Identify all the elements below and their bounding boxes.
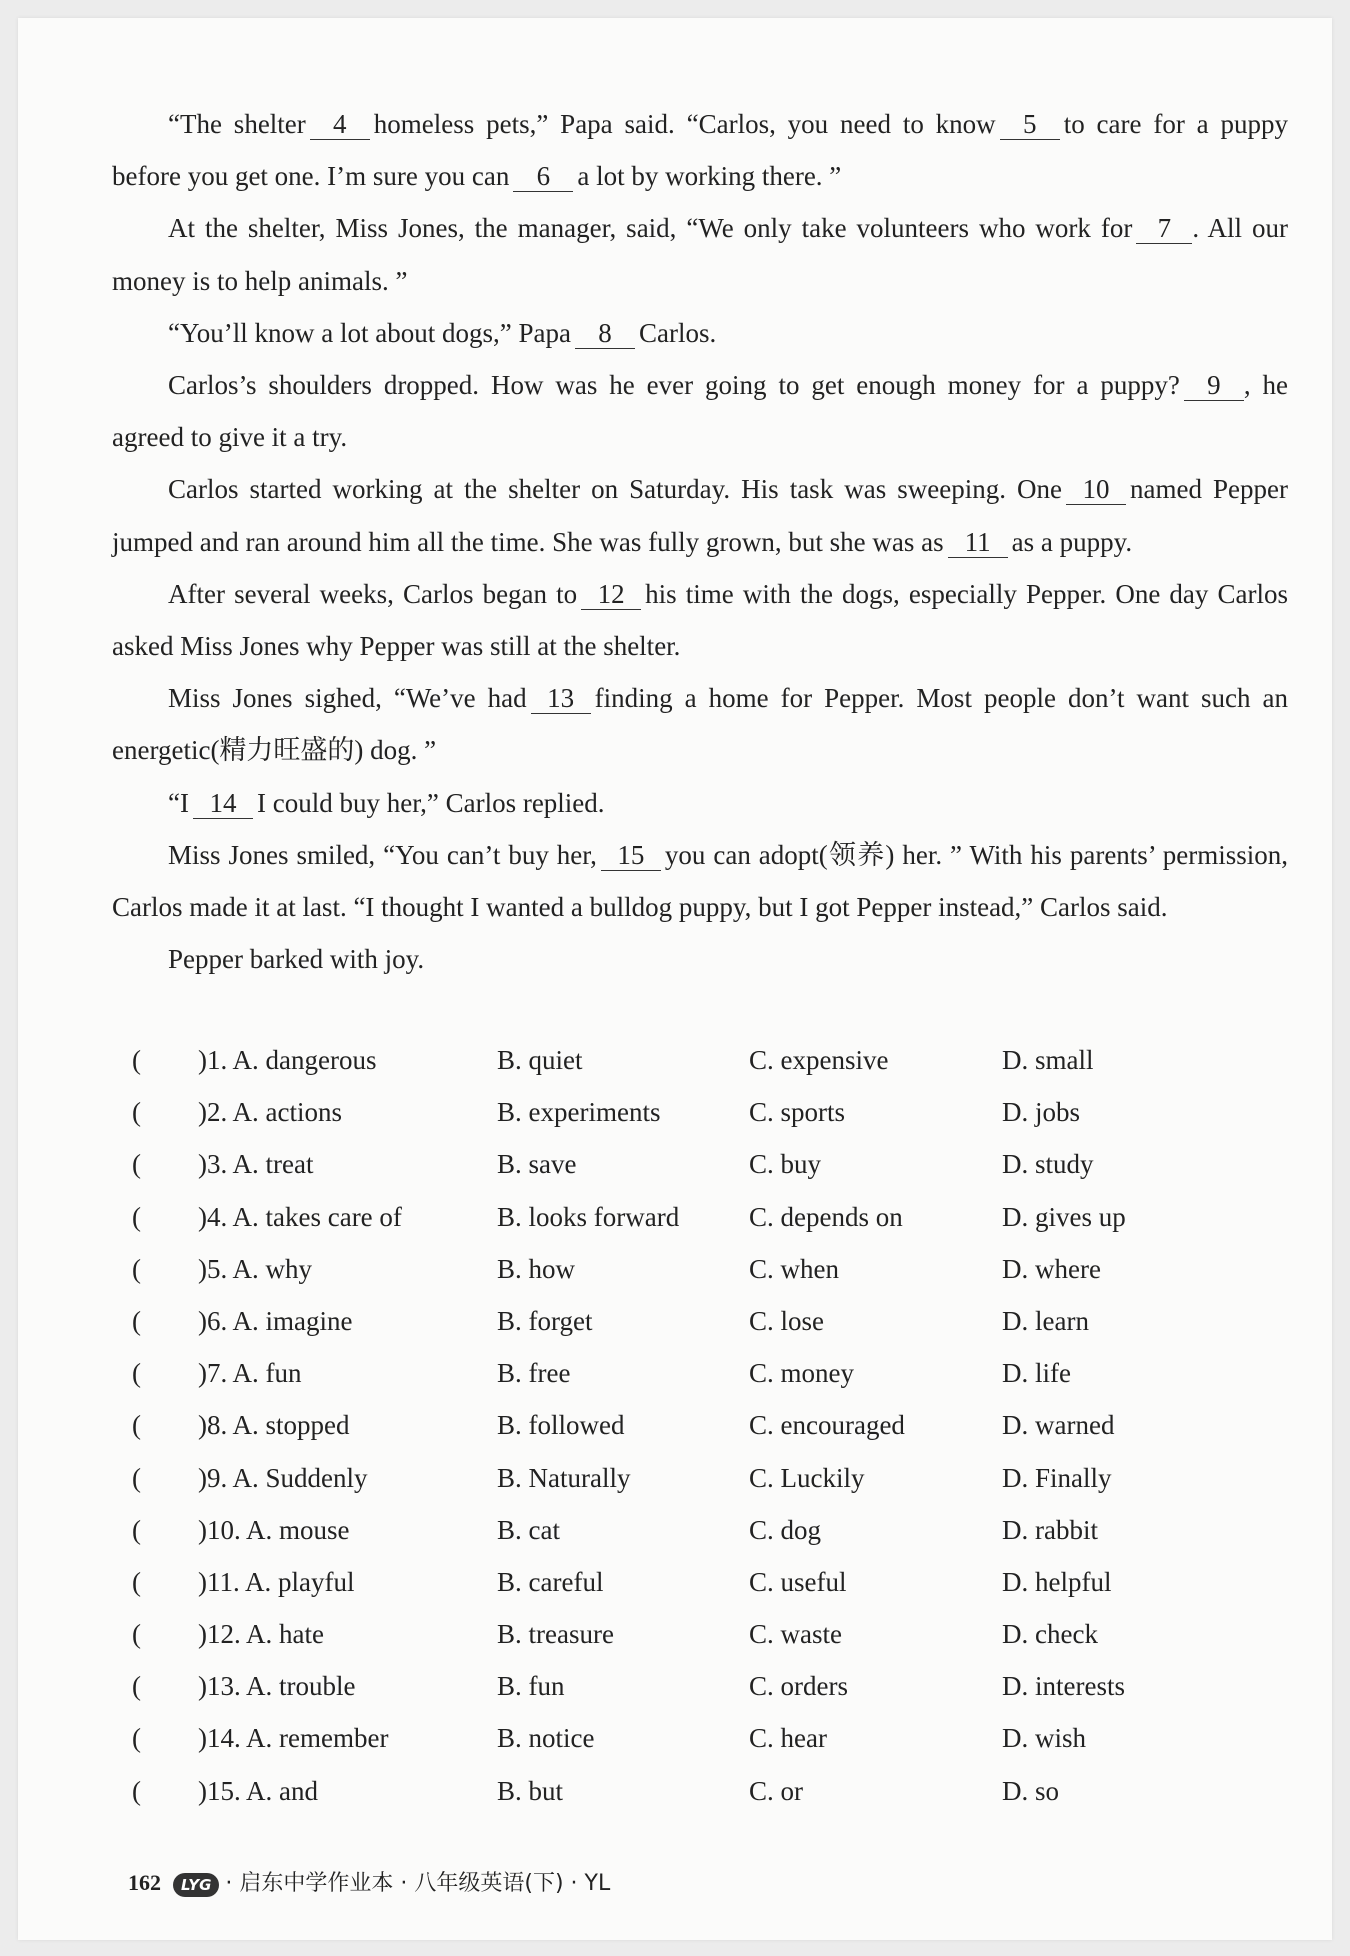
question-row xyxy=(112,1347,1288,1399)
text: At the shelter, Miss Jones, the manager, said, “We only take volunteers who work for xyxy=(168,213,1133,244)
paragraph-9 xyxy=(112,829,1288,933)
answer-paren: ( xyxy=(132,1775,141,1806)
question-row xyxy=(112,1243,1288,1295)
text: finding a home for Pepper. Most people don’t want such an energetic(精力旺盛的) dog. ” xyxy=(112,683,1289,766)
option-b: B. experiments xyxy=(497,1097,661,1128)
option-c: C. hear xyxy=(749,1723,827,1754)
blank-6: 6 xyxy=(513,161,573,192)
text: Miss Jones smiled, “You can’t buy her, xyxy=(168,839,597,870)
question-row xyxy=(112,1191,1288,1243)
option-c: C. waste xyxy=(749,1619,842,1650)
paragraph-2 xyxy=(112,202,1288,306)
option-d: D. check xyxy=(1002,1619,1098,1650)
option-a: )6. A. imagine xyxy=(198,1305,353,1336)
question-row xyxy=(112,1556,1288,1608)
option-a: )11. A. playful xyxy=(198,1566,355,1597)
answer-paren: ( xyxy=(132,1305,141,1336)
option-b: B. followed xyxy=(497,1410,625,1441)
answer-options xyxy=(112,1034,1288,1817)
publisher-logo: LYG xyxy=(173,1873,219,1897)
answer-paren: ( xyxy=(132,1410,141,1441)
paragraph-10: Pepper barked with joy. xyxy=(168,944,425,975)
text: Carlos. xyxy=(638,317,717,348)
option-a: )1. A. dangerous xyxy=(198,1045,377,1075)
answer-paren: ( xyxy=(132,1514,141,1545)
blank-12: 12 xyxy=(581,579,641,610)
option-a: )10. A. mouse xyxy=(198,1514,350,1545)
option-b: B. how xyxy=(497,1253,576,1284)
text: his time with the dogs, especially Pepper. One day Carlos asked Miss Jones why Pepper was still at the shelter. xyxy=(112,578,1288,662)
option-b: B. careful xyxy=(497,1566,604,1597)
option-c: C. lose xyxy=(749,1305,825,1336)
paragraph-8 xyxy=(112,777,1288,829)
option-b: B. save xyxy=(497,1149,577,1180)
answer-paren: ( xyxy=(132,1253,141,1284)
answer-paren: ( xyxy=(132,1671,141,1702)
blank-8: 8 xyxy=(575,318,635,349)
option-a: )7. A. fun xyxy=(198,1358,302,1389)
answer-paren: ( xyxy=(132,1358,141,1389)
option-a: )2. A. actions xyxy=(198,1097,342,1128)
question-row xyxy=(112,1295,1288,1347)
option-d: D. helpful xyxy=(1002,1566,1112,1597)
option-c: C. when xyxy=(749,1253,839,1284)
text: “You’ll know a lot about dogs,” Papa xyxy=(168,317,571,348)
question-row xyxy=(112,1138,1288,1190)
option-c: C. dog xyxy=(749,1514,822,1545)
option-d: D. where xyxy=(1002,1253,1101,1284)
option-b: B. quiet xyxy=(497,1045,583,1075)
option-b: B. treasure xyxy=(497,1619,614,1650)
option-b: B. cat xyxy=(497,1514,560,1545)
text: a lot by working there. ” xyxy=(577,161,842,192)
answer-paren: ( xyxy=(132,1566,141,1597)
option-a: )9. A. Suddenly xyxy=(198,1462,368,1493)
option-a: )15. A. and xyxy=(198,1775,318,1806)
option-c: C. money xyxy=(749,1358,854,1389)
option-a: )13. A. trouble xyxy=(198,1671,356,1702)
answer-paren: ( xyxy=(132,1149,141,1180)
option-a: )14. A. remember xyxy=(198,1723,389,1754)
answer-paren: ( xyxy=(132,1723,141,1754)
text: homeless pets,” Papa said. “Carlos, you need to know xyxy=(373,109,996,139)
cloze-passage xyxy=(112,98,1288,985)
question-row xyxy=(112,1712,1288,1764)
question-row xyxy=(112,1034,1288,1086)
question-row xyxy=(112,1504,1288,1556)
blank-11: 11 xyxy=(948,527,1008,558)
option-c: C. depends on xyxy=(749,1201,903,1232)
page-footer xyxy=(128,1868,610,1899)
option-d: D. rabbit xyxy=(1002,1514,1098,1545)
question-row xyxy=(112,1608,1288,1660)
blank-9: 9 xyxy=(1184,370,1244,401)
option-d: D. so xyxy=(1002,1775,1060,1806)
option-d: D. life xyxy=(1002,1358,1071,1389)
answer-paren: ( xyxy=(132,1045,141,1075)
question-row xyxy=(112,1765,1288,1817)
blank-4: 4 xyxy=(310,109,370,140)
text: as a puppy. xyxy=(1011,526,1133,557)
option-c: C. buy xyxy=(749,1149,822,1180)
option-c: C. or xyxy=(749,1775,803,1806)
option-d: D. Finally xyxy=(1002,1462,1112,1493)
option-d: D. interests xyxy=(1002,1671,1125,1702)
blank-10: 10 xyxy=(1066,474,1126,505)
option-d: D. learn xyxy=(1002,1305,1089,1336)
option-a: )4. A. takes care of xyxy=(198,1201,402,1232)
paragraph-1 xyxy=(112,98,1288,202)
book-title: · 启东中学作业本 · 八年级英语(下) · YL xyxy=(225,1871,611,1896)
paragraph-3 xyxy=(112,307,1288,359)
option-c: C. encouraged xyxy=(749,1410,905,1441)
option-a: )5. A. why xyxy=(198,1253,312,1284)
option-a: )3. A. treat xyxy=(198,1149,314,1180)
option-d: D. jobs xyxy=(1002,1097,1081,1128)
option-b: B. fun xyxy=(497,1671,565,1702)
option-d: D. wish xyxy=(1002,1723,1087,1754)
option-c: C. sports xyxy=(749,1097,846,1128)
text: , he agreed to give it a try. xyxy=(112,370,1289,453)
option-a: )8. A. stopped xyxy=(198,1410,350,1441)
text: . All our money is to help animals. ” xyxy=(112,213,1288,296)
option-b: B. forget xyxy=(497,1305,593,1336)
option-d: D. warned xyxy=(1002,1410,1115,1441)
option-c: C. useful xyxy=(749,1566,847,1597)
page-number: 162 xyxy=(128,1870,161,1895)
blank-15: 15 xyxy=(601,840,661,871)
option-d: D. small xyxy=(1002,1045,1094,1075)
answer-paren: ( xyxy=(132,1619,141,1650)
answer-paren: ( xyxy=(132,1097,141,1128)
option-b: B. looks forward xyxy=(497,1201,680,1232)
text: Carlos’s shoulders dropped. How was he ever going to get enough money for a puppy? xyxy=(168,370,1180,401)
text: you can adopt(领养) her. ” With his parents’ permission, Carlos made it at last. “I thought I wanted a bulldog puppy, but I got Pepper instead,” Carlos said. xyxy=(112,839,1288,923)
text: After several weeks, Carlos began to xyxy=(168,578,578,609)
option-a: )12. A. hate xyxy=(198,1619,324,1650)
paragraph-7 xyxy=(112,672,1288,776)
worksheet-page xyxy=(18,18,1332,1940)
blank-7: 7 xyxy=(1136,213,1192,244)
option-b: B. notice xyxy=(497,1723,595,1754)
option-b: B. but xyxy=(497,1775,564,1806)
text: Miss Jones sighed, “We’ve had xyxy=(168,683,527,714)
text: “The shelter xyxy=(168,109,306,139)
text: Carlos started working at the shelter on Saturday. His task was sweeping. One xyxy=(168,474,1062,505)
text: “I xyxy=(168,787,189,818)
option-c: C. orders xyxy=(749,1671,848,1702)
question-row xyxy=(112,1452,1288,1504)
blank-13: 13 xyxy=(531,683,591,714)
option-d: D. study xyxy=(1002,1149,1094,1180)
paragraph-6 xyxy=(112,568,1288,672)
option-b: B. Naturally xyxy=(497,1462,631,1493)
blank-5: 5 xyxy=(1000,109,1060,140)
text: to care for a puppy before you get one. I’m sure you can xyxy=(112,109,1288,192)
text: I could buy her,” Carlos replied. xyxy=(256,787,605,818)
option-b: B. free xyxy=(497,1358,571,1389)
paragraph-4 xyxy=(112,359,1288,463)
question-row xyxy=(112,1086,1288,1138)
option-c: C. expensive xyxy=(749,1045,889,1075)
answer-paren: ( xyxy=(132,1201,141,1232)
paragraph-5 xyxy=(112,463,1288,567)
answer-paren: ( xyxy=(132,1462,141,1493)
question-row xyxy=(112,1399,1288,1451)
option-c: C. Luckily xyxy=(749,1462,865,1493)
text: named Pepper jumped and ran around him all the time. She was fully grown, but she was as xyxy=(112,474,1288,557)
blank-14: 14 xyxy=(193,788,253,819)
question-row xyxy=(112,1660,1288,1712)
option-d: D. gives up xyxy=(1002,1201,1126,1232)
